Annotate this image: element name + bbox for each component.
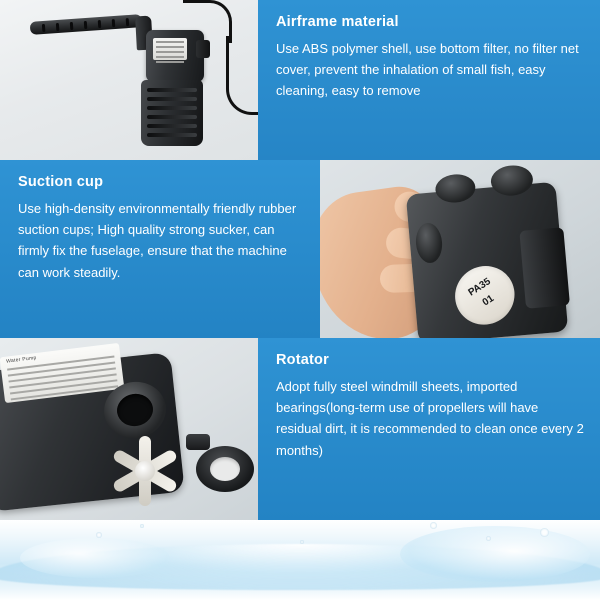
suction-cup-2 bbox=[490, 164, 534, 198]
suction-cup-1 bbox=[434, 173, 476, 204]
water-splash-band bbox=[0, 520, 600, 600]
water-splash-right bbox=[400, 526, 590, 582]
windmill-impeller bbox=[108, 434, 182, 508]
water-droplet bbox=[300, 540, 304, 544]
feature-row-airframe bbox=[0, 0, 600, 160]
water-splash-left bbox=[20, 538, 170, 578]
feature-row-suction-cup bbox=[0, 160, 600, 338]
feature-text-suction-cup bbox=[0, 160, 320, 338]
mount-tab bbox=[186, 434, 210, 450]
rubber-ring bbox=[196, 446, 254, 492]
power-cord-lower bbox=[226, 36, 258, 115]
spray-bar bbox=[30, 14, 143, 35]
product-image-suction-cup bbox=[320, 160, 600, 338]
feature-body-suction-cup: Use high-density environmentally friendly rubber suction cups; High quality strong sucker, can firmly fix the fuselage, ensure that the machine can work steadily. bbox=[18, 201, 297, 280]
flow-adjust-knob bbox=[196, 40, 210, 58]
feature-title-airframe: Airframe material bbox=[276, 14, 399, 30]
pump-sticker bbox=[444, 255, 526, 336]
water-droplet bbox=[96, 532, 102, 538]
feature-body-airframe: Use ABS polymer shell, use bottom filter, no filter net cover, prevent the inhalation of small fish, easy cleaning, easy to remove bbox=[276, 41, 579, 99]
pump-spec-label bbox=[153, 38, 187, 60]
feature-text-airframe bbox=[258, 0, 600, 160]
filter-chamber bbox=[141, 80, 203, 146]
suction-cup-3 bbox=[414, 222, 443, 264]
water-droplet bbox=[140, 524, 144, 528]
spec-label-text: Water Pump bbox=[5, 355, 37, 365]
pump-body bbox=[406, 182, 569, 338]
feature-title-suction-cup: Suction cup bbox=[18, 174, 104, 190]
feature-body-rotator: Adopt fully steel windmill sheets, imported bearings(long-term use of propellers will have residual dirt, it is recommended to clean once every 2 months) bbox=[276, 379, 584, 458]
pump-sticker-line1: PA35 bbox=[466, 276, 493, 299]
pump-sticker-line2: 01 bbox=[480, 293, 497, 309]
product-image-airframe bbox=[0, 0, 258, 160]
feature-title-rotator: Rotator bbox=[276, 352, 329, 368]
product-image-rotator bbox=[0, 338, 258, 520]
feature-row-rotator bbox=[0, 338, 600, 520]
feature-text-rotator bbox=[258, 338, 600, 520]
water-droplet bbox=[540, 528, 549, 537]
water-droplet bbox=[430, 522, 437, 529]
pump-outlet-block bbox=[519, 227, 570, 309]
water-droplet bbox=[486, 536, 491, 541]
